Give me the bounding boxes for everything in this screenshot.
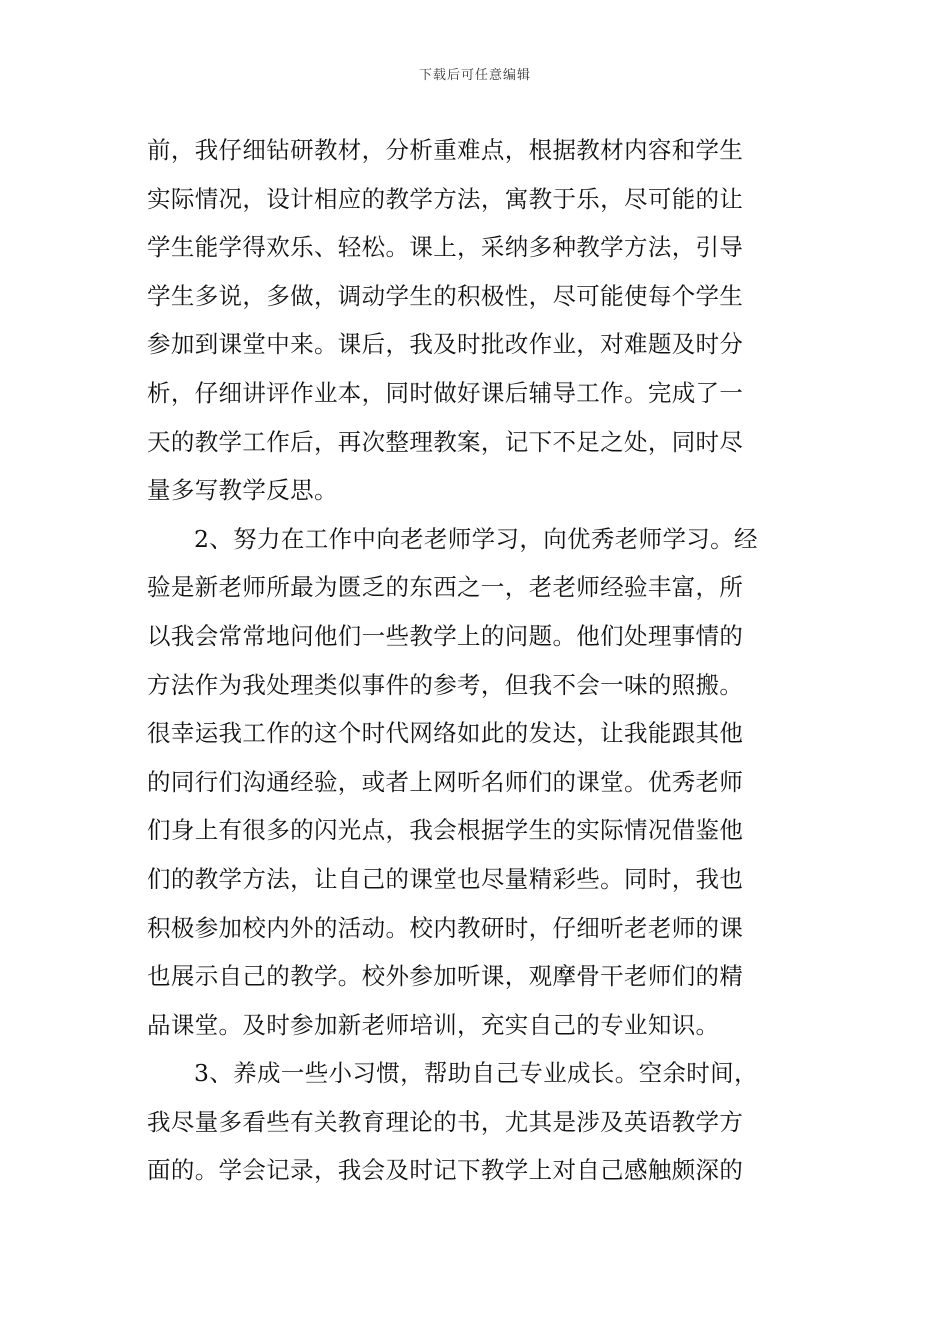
text-line: 方法作为我处理类似事件的参考，但我不会一味的照搬。 xyxy=(147,670,744,699)
text-line: 积极参加校内外的活动。校内教研时，仔细听老老师的课 xyxy=(147,913,744,942)
text-line: 量多写教学反思。 xyxy=(147,476,338,505)
text-line: 参加到课堂中来。课后，我及时批改作业，对难题及时分 xyxy=(147,330,744,359)
text-line: 析，仔细讲评作业本，同时做好课后辅导工作。完成了一 xyxy=(147,378,744,407)
text-line: 们的教学方法，让自己的课堂也尽量精彩些。同时，我也 xyxy=(147,864,744,893)
page-header: 下载后可任意编辑 xyxy=(418,68,531,83)
text-line: 实际情况，设计相应的教学方法，寓教于乐，尽可能的让 xyxy=(147,184,744,213)
text-line: 的同行们沟通经验，或者上网听名师们的课堂。优秀老师 xyxy=(147,767,744,796)
text-line: 们身上有很多的闪光点，我会根据学生的实际情况借鉴他 xyxy=(147,816,744,845)
text-line: 面的。学会记录，我会及时记下教学上对自己感触颇深的 xyxy=(147,1156,744,1185)
text-line: 学生能学得欢乐、轻松。课上，采纳多种教学方法，引导 xyxy=(147,233,744,262)
text-line: 学生多说，多做，调动学生的积极性，尽可能使每个学生 xyxy=(147,281,744,310)
text-line: 也展示自己的教学。校外参加听课，观摩骨干老师们的精 xyxy=(147,962,744,991)
text-line: 很幸运我工作的这个时代网络如此的发达，让我能跟其他 xyxy=(147,719,744,748)
text-line: 我尽量多看些有关教育理论的书，尤其是涉及英语教学方 xyxy=(147,1107,744,1136)
text-line: 验是新老师所最为匮乏的东西之一，老老师经验丰富，所 xyxy=(147,573,744,602)
document-body xyxy=(147,126,807,1195)
paragraph-start-line: 2、努力在工作中向老老师学习，向优秀老师学习。经 xyxy=(194,524,758,553)
paragraph-start-line: 3、养成一些小习惯，帮助自己专业成长。空余时间， xyxy=(194,1059,758,1088)
text-line: 以我会常常地问他们一些教学上的问题。他们处理事情的 xyxy=(147,621,744,650)
text-line: 品课堂。及时参加新老师培训，充实自己的专业知识。 xyxy=(147,1010,720,1039)
text-line: 前，我仔细钻研教材，分析重难点，根据教材内容和学生 xyxy=(147,136,744,164)
text-line: 天的教学工作后，再次整理教案，记下不足之处，同时尽 xyxy=(147,427,744,456)
